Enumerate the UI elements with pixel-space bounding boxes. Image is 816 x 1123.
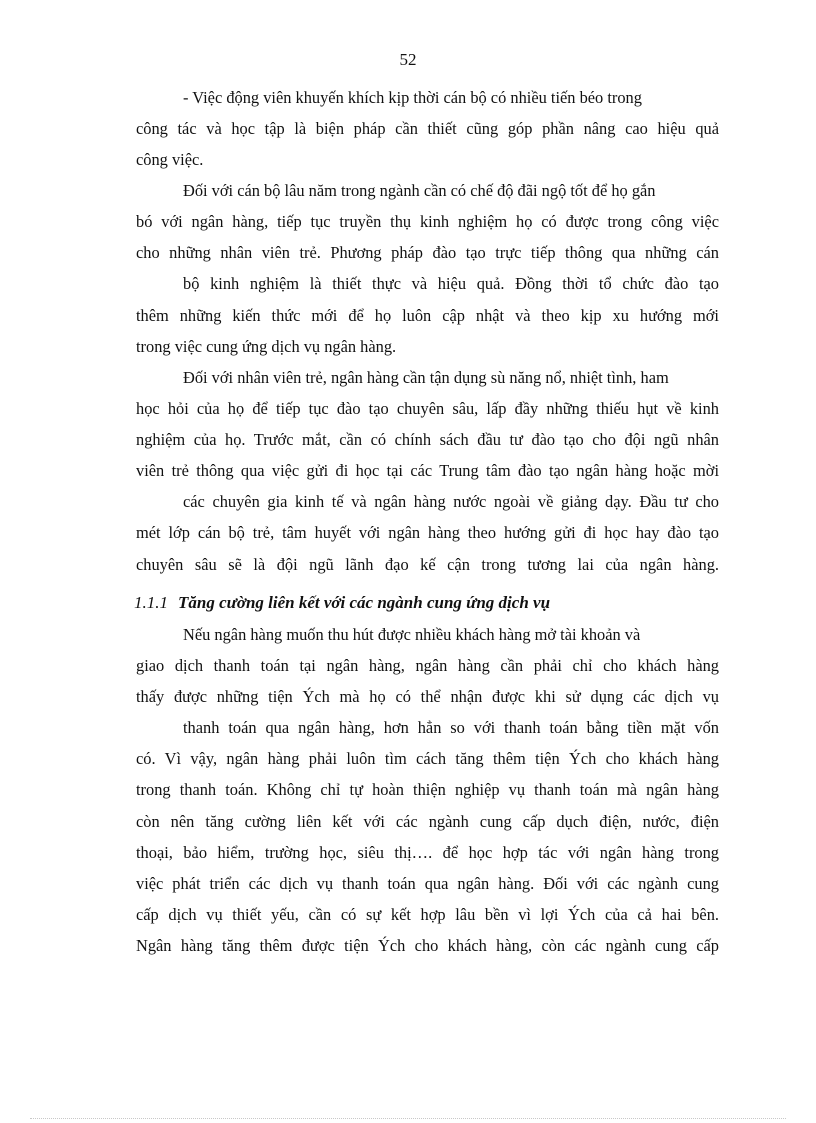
page-bottom-rule bbox=[30, 1118, 786, 1119]
text-line: bó với ngân hàng, tiếp tục truyền thụ kinh nghiệm họ có được trong công việc bbox=[136, 212, 719, 231]
text-line: viên trẻ thông qua việc gửi đi học tại các Trung tâm đào tạo ngân hàng hoặc mời bbox=[136, 461, 719, 480]
text-line: công việc. bbox=[136, 150, 204, 169]
text-line: nghiệm của họ. Trước mắt, cần có chính sách đầu tư đào tạo cho đội ngũ nhân bbox=[136, 430, 719, 449]
text-line: - Việc động viên khuyến khích kịp thời cán bộ có nhiều tiến béo trong bbox=[183, 88, 642, 107]
text-line: công tác và học tập là biện pháp cần thiết cũng góp phần nâng cao hiệu quả bbox=[136, 119, 719, 138]
text-line: Đối với nhân viên trẻ, ngân hàng cần tận dụng sù năng nổ, nhiệt tình, ham bbox=[183, 368, 669, 387]
text-line: thanh toán qua ngân hàng, hơn hẳn so với thanh toán bằng tiền mặt vốn bbox=[183, 718, 719, 737]
text-line: bộ kinh nghiệm là thiết thực và hiệu quả. Đồng thời tổ chức đào tạo bbox=[183, 274, 719, 293]
text-line: chuyên sâu sẽ là đội ngũ lãnh đạo kế cận trong tương lai của ngân hàng. bbox=[136, 555, 719, 574]
text-line: Ngân hàng tăng thêm được tiện Ých cho khách hàng, còn các ngành cung cấp bbox=[136, 936, 719, 955]
text-line: thoại, bảo hiểm, trường học, siêu thị…. để học hợp tác với ngân hàng trong bbox=[136, 843, 719, 862]
text-line: thêm những kiến thức mới để họ luôn cập nhật và theo kịp xu hướng mới bbox=[136, 306, 719, 325]
text-line: Nếu ngân hàng muốn thu hút được nhiều khách hàng mở tài khoản và bbox=[183, 625, 641, 644]
page-number: 52 bbox=[399, 50, 417, 69]
section-number: 1.1.1 bbox=[134, 593, 168, 612]
text-line: cho những nhân viên trẻ. Phương pháp đào tạo trực tiếp thông qua những cán bbox=[136, 243, 719, 262]
text-line: mét lớp cán bộ trẻ, tâm huyết với ngân hàng theo hướng gửi đi học hay đào tạo bbox=[136, 523, 719, 542]
text-line: giao dịch thanh toán tại ngân hàng, ngân hàng cần phải chỉ cho khách hàng bbox=[136, 656, 719, 675]
text-line: trong việc cung ứng dịch vụ ngân hàng. bbox=[136, 337, 397, 356]
text-line: cấp dịch vụ thiết yếu, cần có sự kết hợp lâu bền vì lợi Ých của cả hai bên. bbox=[136, 905, 719, 924]
text-line: các chuyên gia kinh tế và ngân hàng nước ngoài về giảng dạy. Đầu tư cho bbox=[183, 492, 719, 511]
text-line: Đối với cán bộ lâu năm trong ngành cần có chế độ đãi ngộ tốt để họ gắn bbox=[183, 181, 656, 200]
text-line: có. Vì vậy, ngân hàng phải luôn tìm cách tăng thêm tiện Ých cho khách hàng bbox=[136, 749, 719, 768]
section-title: Tăng cường liên kết với các ngành cung ứng dịch vụ bbox=[178, 593, 551, 612]
text-line: còn nên tăng cường liên kết với các ngành cung cấp dụch điện, nước, điện bbox=[136, 812, 719, 831]
text-line: việc phát triển các dịch vụ thanh toán qua ngân hàng. Đối với các ngành cung bbox=[136, 874, 719, 893]
text-line: học hỏi của họ để tiếp tục đào tạo chuyên sâu, lấp đầy những thiếu hụt về kinh bbox=[136, 399, 719, 418]
text-line: thấy được những tiện Ých mà họ có thể nhận được khi sử dụng các dịch vụ bbox=[136, 687, 719, 706]
text-line: trong thanh toán. Không chỉ tự hoàn thiện nghiệp vụ thanh toán mà ngân hàng bbox=[136, 780, 719, 799]
section-heading bbox=[134, 592, 550, 614]
